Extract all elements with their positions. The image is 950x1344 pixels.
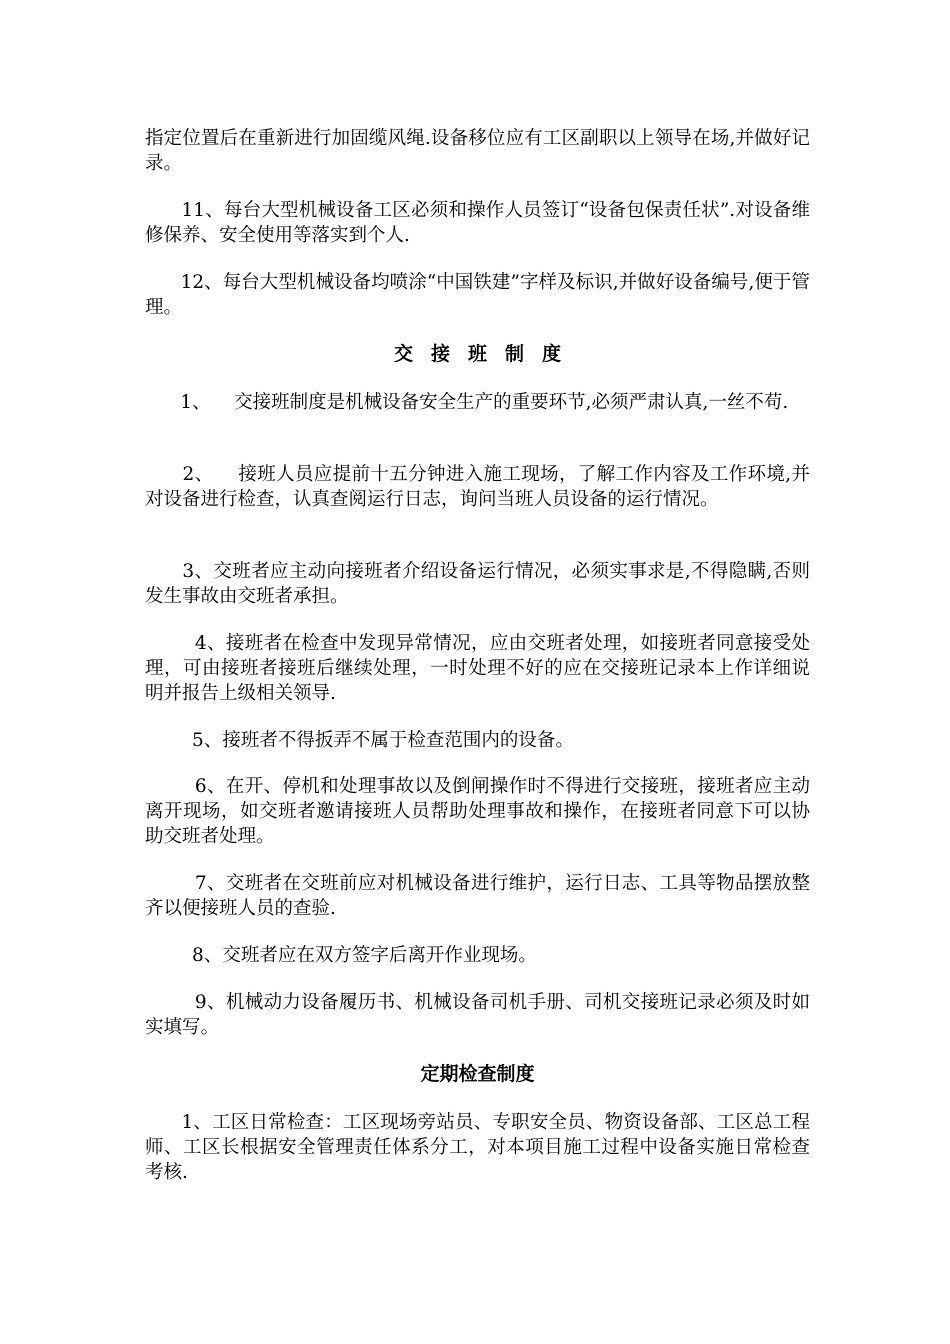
handover-item-8: 8、交班者应在双方签字后离开作业现场。 <box>145 945 537 966</box>
handover-item-2: 2、 接班人员应提前十五分钟进入施工现场，了解工作内容及工作环境,并对设备进行检查，认真查阅运行日志，询问当班人员设备的运行情况。 <box>145 464 810 510</box>
paragraph-item-11: 11、每台大型机械设备工区必须和操作人员签订“设备包保责任状”.对设备维修保养、安全使用等落实到个人. <box>145 200 810 246</box>
section-title-handover: 交接班制度 <box>393 343 579 365</box>
handover-item-6: 6、在开、停机和处理事故以及倒闸操作时不得进行交接班，接班者应主动离开现场，如交班者邀请接班人员帮助处理事故和操作，在接班者同意下可以协助交班者处理。 <box>145 776 811 847</box>
inspection-item-1: 1、工区日常检查：工区现场旁站员、专职安全员、物资设备部、工区总工程师、工区长根据安全管理责任体系分工，对本项目施工过程中设备实施日常检查考核. <box>145 1112 810 1183</box>
handover-item-9: 9、机械动力设备履历书、机械设备司机手册、司机交接班记录必须及时如实填写。 <box>145 992 811 1038</box>
handover-item-3: 3、交班者应主动向接班者介绍设备运行情况，必须实事求是,不得隐瞒,否则发生事故由交班者承担。 <box>145 561 810 607</box>
handover-item-4: 4、接班者在检查中发现异常情况，应由交班者处理，如接班者同意接受处理，可由接班者接班后继续处理，一时处理不好的应在交接班记录本上作详细说明并报告上级相关领导. <box>145 633 811 704</box>
handover-item-7: 7、交班者在交班前应对机械设备进行维护，运行日志、工具等物品摆放整齐以便接班人员的查验. <box>145 873 811 919</box>
section-title-inspection: 定期检查制度 <box>420 1063 535 1085</box>
handover-item-5: 5、接班者不得扳弄不属于检查范围内的设备。 <box>145 730 574 751</box>
paragraph-item-12: 12、每台大型机械设备均喷涂“中国铁建”字样及标识,并做好设备编号,便于管理。 <box>145 272 810 318</box>
handover-item-1: 1、 交接班制度是机械设备安全生产的重要环节,必须严肃认真,一丝不苟. <box>145 392 789 413</box>
paragraph-continued: 指定位置后在重新进行加固缆风绳.设备移位应有工区副职以上领导在场,并做好记录。 <box>145 128 810 174</box>
